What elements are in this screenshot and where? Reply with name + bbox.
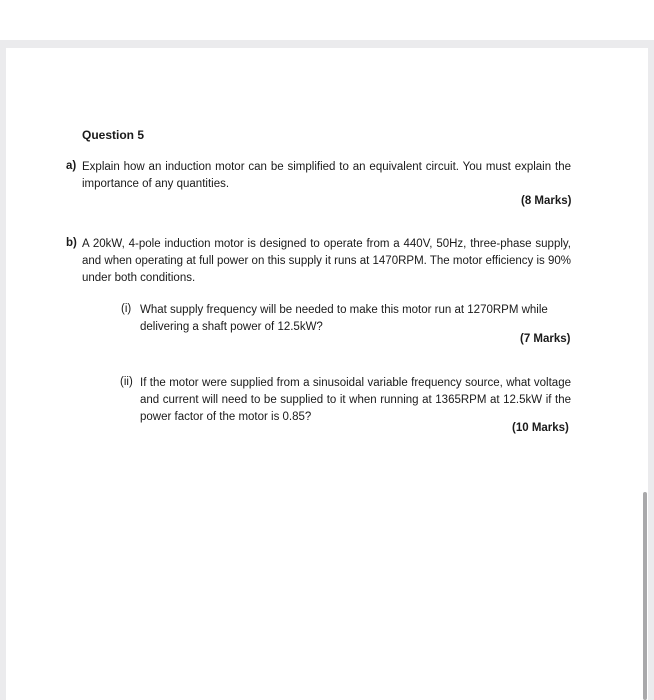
sub-i-text: What supply frequency will be needed to make this motor run at 1270RPM while delivering a shaft power of 12.5kW? (140, 304, 548, 333)
part-b-text: A 20kW, 4-pole induction motor is designed to operate from a 440V, 50Hz, three-phase supply, and when operating at full power on this supply it runs at 1470RPM. The motor efficiency is 90% under both conditions. (82, 238, 571, 284)
part-b-label: b) (66, 237, 77, 249)
sub-ii-label: (ii) (120, 376, 133, 388)
part-a-text: Explain how an induction motor can be simplified to an equivalent circuit. You must explain the importance of any quantities. (82, 161, 571, 190)
part-a-label: a) (66, 160, 77, 172)
part-a-marks: (8 Marks) (521, 195, 572, 207)
sub-i-marks: (7 Marks) (520, 333, 571, 345)
document-page (6, 48, 648, 700)
sub-ii-marks: (10 Marks) (512, 422, 569, 434)
top-strip (0, 0, 654, 40)
sub-ii-text: If the motor were supplied from a sinusoidal variable frequency source, what voltage and current will need to be supplied to it when running at 1365RPM at 12.5kW if the power factor of the motor is 0.85? (140, 377, 571, 423)
scrollbar-thumb[interactable] (643, 492, 647, 700)
sub-i-label: (i) (121, 303, 132, 315)
question-title: Question 5 (82, 128, 145, 142)
